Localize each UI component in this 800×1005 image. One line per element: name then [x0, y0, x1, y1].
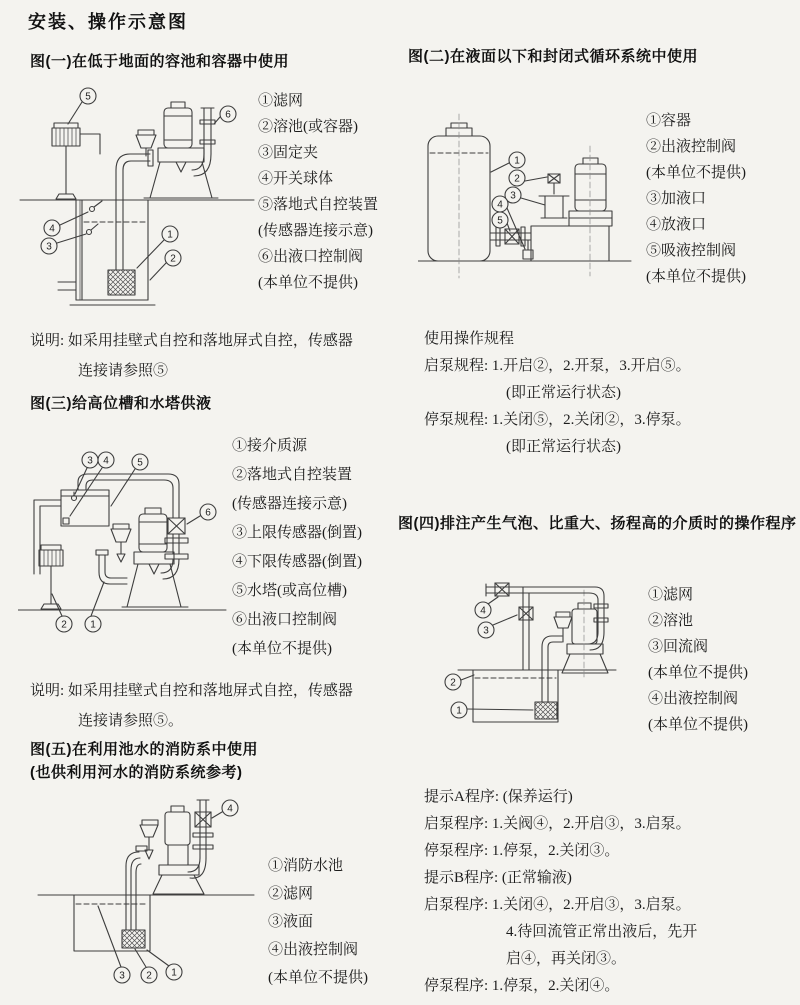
svg-text:4: 4 — [227, 803, 233, 815]
fig4-procedure-line: 启泵程序: 1.关闭④，2.开启③，3.启泵。 — [424, 897, 691, 913]
fig5-suction-pipes — [126, 846, 147, 930]
fig5-diagram — [22, 788, 264, 1000]
fig4-return-line — [486, 584, 608, 670]
fig2-legend-item: ②出液控制阀 — [646, 139, 737, 155]
svg-text:1: 1 — [456, 705, 462, 717]
fig5-pump — [140, 806, 204, 894]
fig5-strainer — [122, 930, 145, 948]
fig2-container-tank — [428, 114, 490, 278]
fig4-procedure-line: 停泵程序: 1.停泵，2.关闭④。 — [424, 978, 620, 994]
fig2-legend-item: (本单位不提供) — [646, 165, 746, 181]
fig1-strainer — [108, 270, 135, 295]
fig5-legend-item: ②滤网 — [268, 886, 314, 902]
fig3-legend — [232, 432, 362, 664]
svg-text:3: 3 — [483, 625, 489, 637]
svg-text:5: 5 — [497, 215, 503, 227]
fig1-legend-item: ②溶池(或容器) — [258, 119, 358, 135]
fig1-note — [30, 326, 353, 386]
svg-text:5: 5 — [85, 91, 91, 103]
fig2-ops — [424, 326, 691, 461]
fig2-ops-line: (即正常运行状态) — [506, 385, 621, 401]
fig4-suction-pipe — [542, 636, 562, 702]
fig2-pump — [531, 146, 612, 276]
fig3-legend-item: ⑥出液口控制阀 — [232, 612, 338, 628]
svg-text:6: 6 — [205, 507, 211, 519]
fig1-note-line1: 说明: 如采用挂壁式自控和落地屏式自控，传感器 — [30, 333, 353, 349]
fig1-legend-item: (本单位不提供) — [258, 275, 358, 291]
fig3-legend-item: ②落地式自控装置 — [232, 467, 353, 483]
fig3-note-line2: 连接请参照⑤。 — [78, 713, 184, 729]
fig2-heading: 图(二)在液面以下和封闭式循环系统中使用 — [408, 48, 698, 65]
svg-text:2: 2 — [170, 253, 176, 265]
svg-text:2: 2 — [514, 173, 520, 185]
fig2-ops-title: 使用操作规程 — [424, 331, 515, 347]
fig2-ops-line: (即正常运行状态) — [506, 439, 621, 455]
fig2-ops-lines — [424, 353, 691, 461]
fig2-ops-line: 启泵规程: 1.开启②，2.开泵，3.开启⑤。 — [424, 358, 691, 374]
svg-text:4: 4 — [497, 199, 503, 211]
fig1-legend-item: (传感器连接示意) — [258, 223, 373, 239]
fig3-callouts — [52, 452, 216, 632]
fig4-return-valve — [519, 607, 533, 620]
fig1-floor-controller — [52, 123, 100, 199]
fig3-outlet-valve — [161, 518, 188, 579]
fig4-legend-item: (本单位不提供) — [648, 665, 748, 681]
fig1-callouts — [41, 88, 236, 280]
fig5-outlet-riser — [188, 800, 213, 878]
fig1-legend-item: ③固定夹 — [258, 145, 319, 161]
fig4-procedure-line: 停泵程序: 1.停泵，2.关闭③。 — [424, 843, 620, 859]
fig5-heading: 图(五)在利用池水的消防系中使用 — [30, 741, 258, 758]
fig2-legend-item: ④放液口 — [646, 217, 707, 233]
fig2-fill-port — [539, 174, 569, 218]
fig3-suction-elbow — [96, 550, 127, 584]
fig3-legend-item: ⑤水塔(或高位槽) — [232, 583, 347, 599]
svg-text:1: 1 — [171, 967, 177, 979]
svg-text:1: 1 — [167, 229, 173, 241]
fig2-legend-item: ⑤吸液控制阀 — [646, 243, 737, 259]
fig5-legend-item: ①消防水池 — [268, 858, 344, 874]
fig5-legend-item: ④出液控制阀 — [268, 942, 359, 958]
fig2-ops-line: 停泵规程: 1.关闭⑤，2.关闭②，3.停泵。 — [424, 412, 691, 428]
fig5-legend-item: (本单位不提供) — [268, 970, 368, 986]
svg-text:2: 2 — [450, 677, 456, 689]
svg-text:2: 2 — [146, 970, 152, 982]
fig2-callouts — [491, 152, 547, 249]
fig1-note-line2: 连接请参照⑤ — [78, 363, 169, 379]
fig4-procedure-line: 启④，再关闭③。 — [506, 951, 627, 967]
fig4-procedure-line: 启泵程序: 1.关阀④，2.开启③，3.启泵。 — [424, 816, 691, 832]
fig3-pump — [111, 508, 188, 607]
svg-text:1: 1 — [514, 155, 520, 167]
fig1-sump-tank — [58, 200, 155, 305]
fig3-legend-item: (传感器连接示意) — [232, 496, 347, 512]
svg-text:2: 2 — [61, 619, 67, 631]
fig4-strainer — [535, 702, 557, 719]
svg-text:4: 4 — [103, 455, 109, 467]
fig4-procedure-line: 4.待回流管正常出液后，先开 — [506, 924, 698, 940]
fig2-legend-item: ①容器 — [646, 113, 692, 129]
fig2-legend — [646, 108, 746, 290]
fig4-callouts — [445, 597, 533, 718]
fig5-legend-item: ③液面 — [268, 914, 314, 930]
fig4-legend-item: (本单位不提供) — [648, 717, 748, 733]
fig4-legend-item: ④出液控制阀 — [648, 691, 739, 707]
fig5-legend — [268, 852, 368, 992]
fig5-callouts — [98, 800, 238, 983]
fig2-legend-item: ③加液口 — [646, 191, 707, 207]
svg-text:3: 3 — [119, 970, 125, 982]
fig3-elevated-tank — [61, 490, 109, 526]
svg-text:4: 4 — [480, 605, 486, 617]
fig1-legend-item: ④开关球体 — [258, 171, 334, 187]
fig5-heading-line2: (也供利用河水的消防系统参考) — [30, 764, 243, 781]
fig4-diagram — [438, 552, 640, 759]
fig4-legend-item: ①滤网 — [648, 587, 694, 603]
svg-text:3: 3 — [510, 190, 516, 202]
fig4-legend-item: ②溶池 — [648, 613, 694, 629]
fig4-heading: 图(四)排注产生气泡、比重大、扬程高的介质时的操作程序 — [398, 515, 797, 532]
fig2-diagram — [418, 98, 635, 310]
svg-text:5: 5 — [137, 457, 143, 469]
fig3-legend-item: ④下限传感器(倒置) — [232, 554, 362, 570]
fig4-procedure-line: 提示B程序: (正常输液) — [424, 870, 572, 886]
fig4-outlet-valve — [495, 583, 509, 596]
fig4-legend-item: ③回流阀 — [648, 639, 709, 655]
fig1-legend-item: ⑥出液口控制阀 — [258, 249, 364, 265]
fig3-legend-item: (本单位不提供) — [232, 641, 332, 657]
fig2-legend-item: (本单位不提供) — [646, 269, 746, 285]
svg-text:4: 4 — [49, 223, 55, 235]
fig1-diagram — [18, 82, 260, 320]
fig2-suction-pipe — [490, 227, 531, 246]
fig1-legend — [258, 88, 378, 296]
fig1-heading: 图(一)在低于地面的容池和容器中使用 — [30, 53, 289, 70]
fig3-floor-controller — [39, 545, 63, 609]
fig3-diagram — [18, 432, 236, 662]
fig3-heading: 图(三)给高位槽和水塔供液 — [30, 395, 212, 412]
svg-text:3: 3 — [87, 455, 93, 467]
svg-text:1: 1 — [90, 619, 96, 631]
fig3-note — [30, 676, 353, 736]
fig1-legend-item: ①滤网 — [258, 93, 304, 109]
svg-text:6: 6 — [225, 109, 231, 121]
fig3-legend-item: ③上限传感器(倒置) — [232, 525, 362, 541]
page-title: 安装、操作示意图 — [28, 12, 188, 32]
svg-text:3: 3 — [46, 241, 52, 253]
fig1-legend-item: ⑤落地式自控装置 — [258, 197, 379, 213]
fig3-note-line1: 说明: 如采用挂壁式自控和落地屏式自控，传感器 — [30, 683, 353, 699]
fig4-procedures — [424, 784, 697, 1000]
fig3-legend-item: ①接介质源 — [232, 438, 308, 454]
fig1-wall-sensors — [87, 201, 103, 235]
fig4-legend — [648, 582, 748, 738]
fig4-procedure-line: 提示A程序: (保养运行) — [424, 789, 573, 805]
